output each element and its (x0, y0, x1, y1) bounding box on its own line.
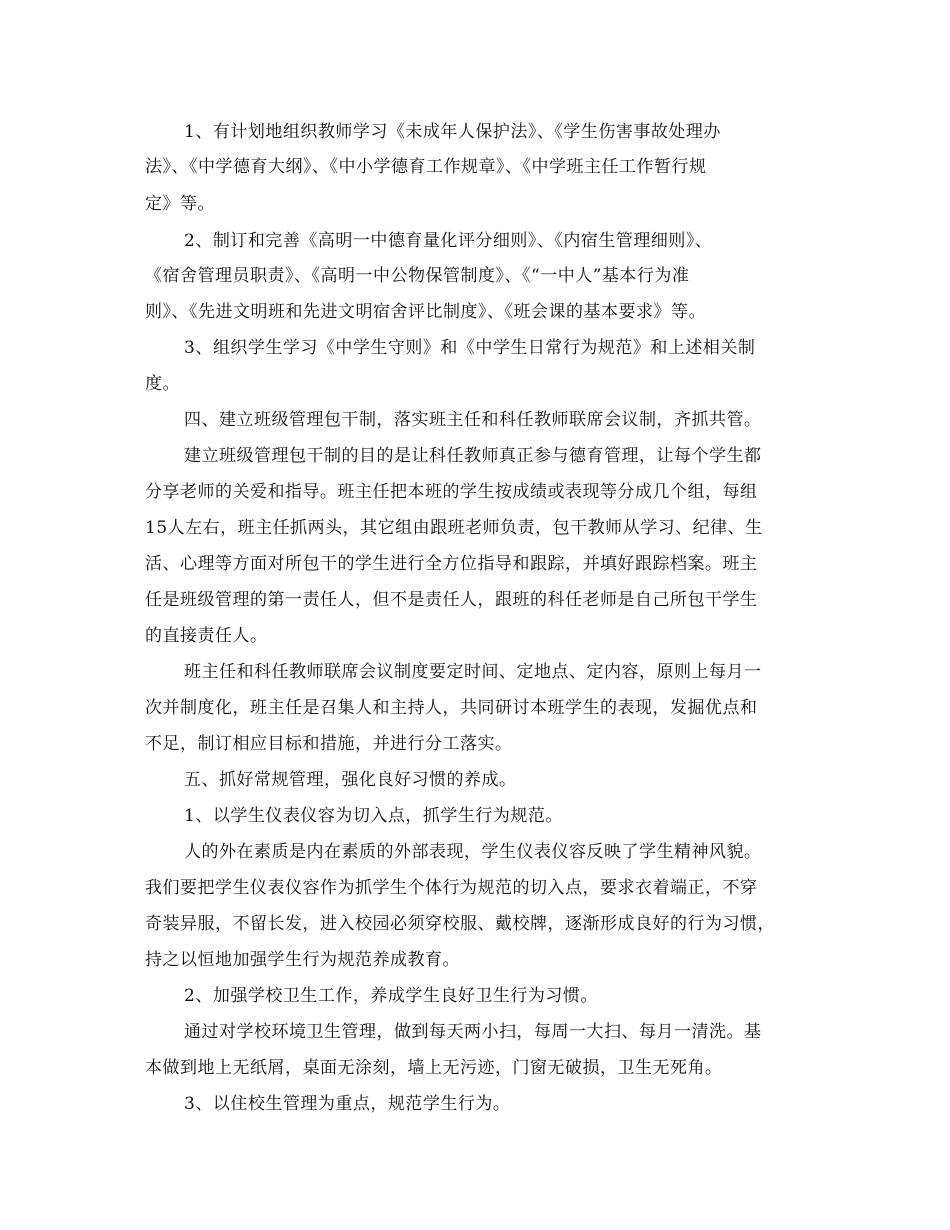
paragraph-line: 活、心理等方面对所包干的学生进行全方位指导和跟踪，并填好跟踪档案。班主 (145, 554, 758, 574)
paragraph-line: 2、加强学校卫生工作，养成学生良好卫生行为习惯。 (184, 986, 598, 1006)
paragraph-line: 定》等。 (145, 194, 215, 214)
paragraph-line: 1、以学生仪表仪容为切入点，抓学生行为规范。 (184, 806, 563, 826)
paragraph-line: 持之以恒地加强学生行为规范养成教育。 (145, 950, 460, 970)
paragraph-line: 2、制订和完善《高明一中德育量化评分细则》、《内宿生管理细则》、 (184, 231, 713, 251)
paragraph-line: 任是班级管理的第一责任人，但不是责任人，跟班的科任老师是自己所包干学生 (145, 590, 758, 610)
section-heading: 四、建立班级管理包干制，落实班主任和科任教师联席会议制，齐抓共管。 (184, 410, 762, 430)
paragraph-line: 度。 (145, 374, 180, 394)
paragraph-line: 3、以住校生管理为重点，规范学生行为。 (184, 1094, 511, 1114)
section-heading: 五、抓好常规管理，强化良好习惯的养成。 (184, 770, 517, 790)
paragraph-line: 《宿舍管理员职责》、《高明一中公物保管制度》、《“一中人”基本行为准 (145, 266, 690, 286)
paragraph-line: 分享老师的关爱和指导。班主任把本班的学生按成绩或表现等分成几个组，每组 (145, 482, 758, 502)
paragraph-line: 奇装异服，不留长发，进入校园必须穿校服、戴校牌，逐渐形成良好的行为习惯， (145, 914, 775, 934)
paragraph-line: 1、有计划地组织教师学习《未成年人保护法》、《学生伤害事故处理办 (184, 122, 721, 142)
paragraph-line: 我们要把学生仪表仪容作为抓学生个体行为规范的切入点，要求衣着端正，不穿 (145, 878, 758, 898)
paragraph-line: 通过对学校环境卫生管理，做到每天两小扫，每周一大扫、每月一清洗。基 (184, 1022, 762, 1042)
paragraph-line: 建立班级管理包干制的目的是让科任教师真正参与德育管理，让每个学生都 (184, 446, 762, 466)
paragraph-line: 本做到地上无纸屑，桌面无涂刻，墙上无污迹，门窗无破损，卫生无死角。 (145, 1058, 723, 1078)
paragraph-line: 次并制度化，班主任是召集人和主持人，共同研讨本班学生的表现，发掘优点和 (145, 698, 758, 718)
paragraph-line: 班主任和科任教师联席会议制度要定时间、定地点、定内容，原则上每月一 (184, 662, 762, 682)
paragraph-line: 的直接责任人。 (145, 626, 268, 646)
paragraph-line: 则》、《先进文明班和先进文明宿舍评比制度》、《班会课的基本要求》等。 (145, 302, 706, 322)
paragraph-line: 15人左右，班主任抓两头，其它组由跟班老师负责，包干教师从学习、纪律、生 (145, 518, 763, 538)
paragraph-line: 不足，制订相应目标和措施，并进行分工落实。 (145, 734, 513, 754)
paragraph-line: 3、组织学生学习《中学生守则》和《中学生日常行为规范》和上述相关制 (184, 338, 756, 358)
paragraph-line: 法》、《中学德育大纲》、《中小学德育工作规章》、《中学班主任工作暂行规 (145, 157, 707, 177)
paragraph-line: 人的外在素质是内在素质的外部表现，学生仪表仪容反映了学生精神风貌。 (184, 842, 762, 862)
